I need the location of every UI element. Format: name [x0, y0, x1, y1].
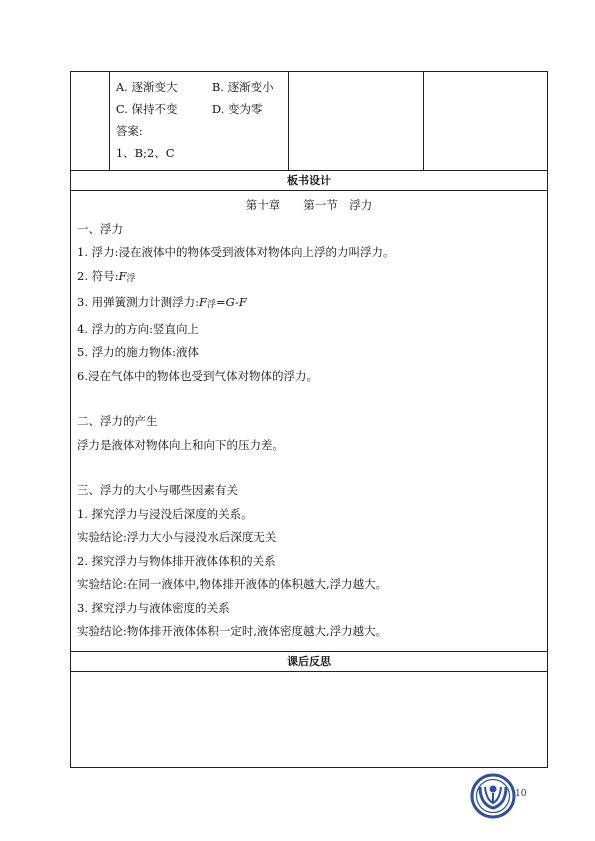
text-line: 5. 浮力的施力物体:液体	[77, 345, 200, 359]
options-line-2	[116, 98, 288, 120]
text-line: 实验结论:浮力大小与浸没水后深度无关	[77, 530, 277, 544]
text-line: 浮力是液体对物体向上和向下的压力差。	[77, 437, 284, 452]
formula-line: 3. 用弹簧测力计测浮力:F浮=G-F	[77, 295, 247, 310]
option-b: B. 逐渐变小	[211, 80, 274, 94]
page-number: 10	[515, 789, 527, 799]
blank-cell	[71, 72, 109, 170]
options-line-1	[116, 76, 288, 98]
text-line: 1. 探究浮力与浸没后深度的关系。	[77, 506, 253, 521]
chapter-title: 第十章 第一节 浮力	[245, 198, 373, 212]
section-heading: 二、浮力的产生	[77, 414, 158, 428]
option-a: A. 逐渐变大	[115, 80, 178, 94]
symbol-f: F	[118, 268, 127, 283]
text-line: 4. 浮力的方向:竖直向上	[77, 321, 200, 336]
exercise-row	[71, 72, 547, 170]
text-line: 6.浸在气体中的物体也受到气体对物体的浮力。	[77, 368, 318, 383]
blank-cell	[423, 72, 547, 170]
text-line: 3. 探究浮力与液体密度的关系	[77, 600, 230, 615]
formula-rhs: =G-F	[216, 295, 247, 309]
text-line: 实验结论:在同一液体中,物体排开液体的体积越大,浮力越大。	[77, 577, 388, 591]
reflection-cell	[71, 671, 547, 767]
option-d: D. 变为零	[211, 102, 263, 116]
school-emblem-icon	[470, 773, 516, 819]
text-line: 实验结论:物体排开液体体积一定时,液体密度越大,浮力越大。	[77, 624, 388, 638]
lesson-table	[70, 71, 548, 768]
section-heading: 一、浮力	[77, 221, 123, 236]
symbol-line: 2. 符号:F浮	[77, 268, 136, 284]
board-design-content	[71, 190, 547, 651]
answer-label: 答案:	[115, 124, 143, 138]
option-c: C. 保持不变	[115, 102, 178, 116]
text-line: 1. 浮力:浸在液体中的物体受到液体对物体向上浮的力叫浮力。	[77, 245, 395, 259]
blank-cell	[288, 72, 422, 170]
symbol-subscript: 浮	[126, 273, 136, 284]
section-heading: 三、浮力的大小与哪些因素有关	[77, 483, 238, 497]
answer-text: 1、B;2、C	[115, 146, 175, 160]
exercise-cell	[109, 72, 288, 170]
reflection-header: 课后反思	[71, 651, 547, 671]
board-design-header: 板书设计	[71, 170, 547, 190]
text-line: 2. 探究浮力与物体排开液体体积的关系	[77, 553, 276, 568]
